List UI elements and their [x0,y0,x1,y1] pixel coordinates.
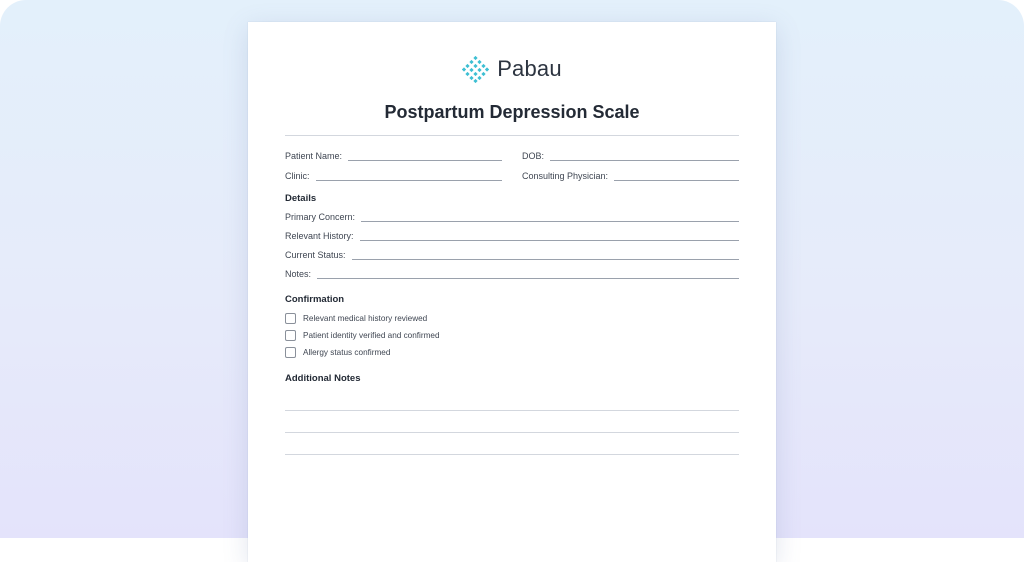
notes-line[interactable] [285,410,739,411]
confirmation-heading: Confirmation [285,294,345,305]
additional-notes-heading: Additional Notes [285,373,361,384]
primary-concern-field[interactable] [285,210,739,222]
confirmation-item[interactable] [285,347,390,358]
notes-line[interactable] [285,432,739,433]
checkbox[interactable] [285,347,296,358]
current-status-line[interactable] [352,251,739,260]
brand-logo [248,56,776,82]
consulting-physician-label: Consulting Physician: [522,171,609,181]
dob-field[interactable] [522,149,739,161]
brand-name: Pabau [497,56,562,81]
clinic-label: Clinic: [285,171,310,181]
patient-name-field[interactable] [285,149,502,161]
current-status-field[interactable] [285,248,739,260]
checkbox[interactable] [285,313,296,324]
clinic-field[interactable] [285,169,502,181]
diamond-lattice-icon [462,56,489,83]
confirmation-item[interactable] [285,330,440,341]
details-heading: Details [285,193,317,204]
form-title: Postpartum Depression Scale [384,102,640,122]
checkbox[interactable] [285,330,296,341]
form-document [248,22,776,562]
dob-label: DOB: [522,151,545,161]
relevant-history-label: Relevant History: [285,231,354,241]
consulting-physician-field[interactable] [522,169,739,181]
dob-line[interactable] [550,152,739,161]
consulting-physician-line[interactable] [614,172,739,181]
primary-concern-line[interactable] [361,213,739,222]
confirmation-item[interactable] [285,313,427,324]
notes-field[interactable] [285,267,739,279]
relevant-history-line[interactable] [360,232,739,241]
patient-name-label: Patient Name: [285,151,343,161]
relevant-history-field[interactable] [285,229,739,241]
notes-line[interactable] [317,270,739,279]
primary-concern-label: Primary Concern: [285,212,356,222]
current-status-label: Current Status: [285,250,346,260]
confirmation-item-label: Relevant medical history reviewed [303,314,428,323]
confirmation-item-label: Allergy status confirmed [303,348,391,357]
confirmation-item-label: Patient identity verified and confirmed [303,331,440,340]
clinic-line[interactable] [316,172,502,181]
patient-name-line[interactable] [348,152,502,161]
title-divider [285,135,739,136]
notes-label: Notes: [285,269,312,279]
notes-line[interactable] [285,454,739,455]
